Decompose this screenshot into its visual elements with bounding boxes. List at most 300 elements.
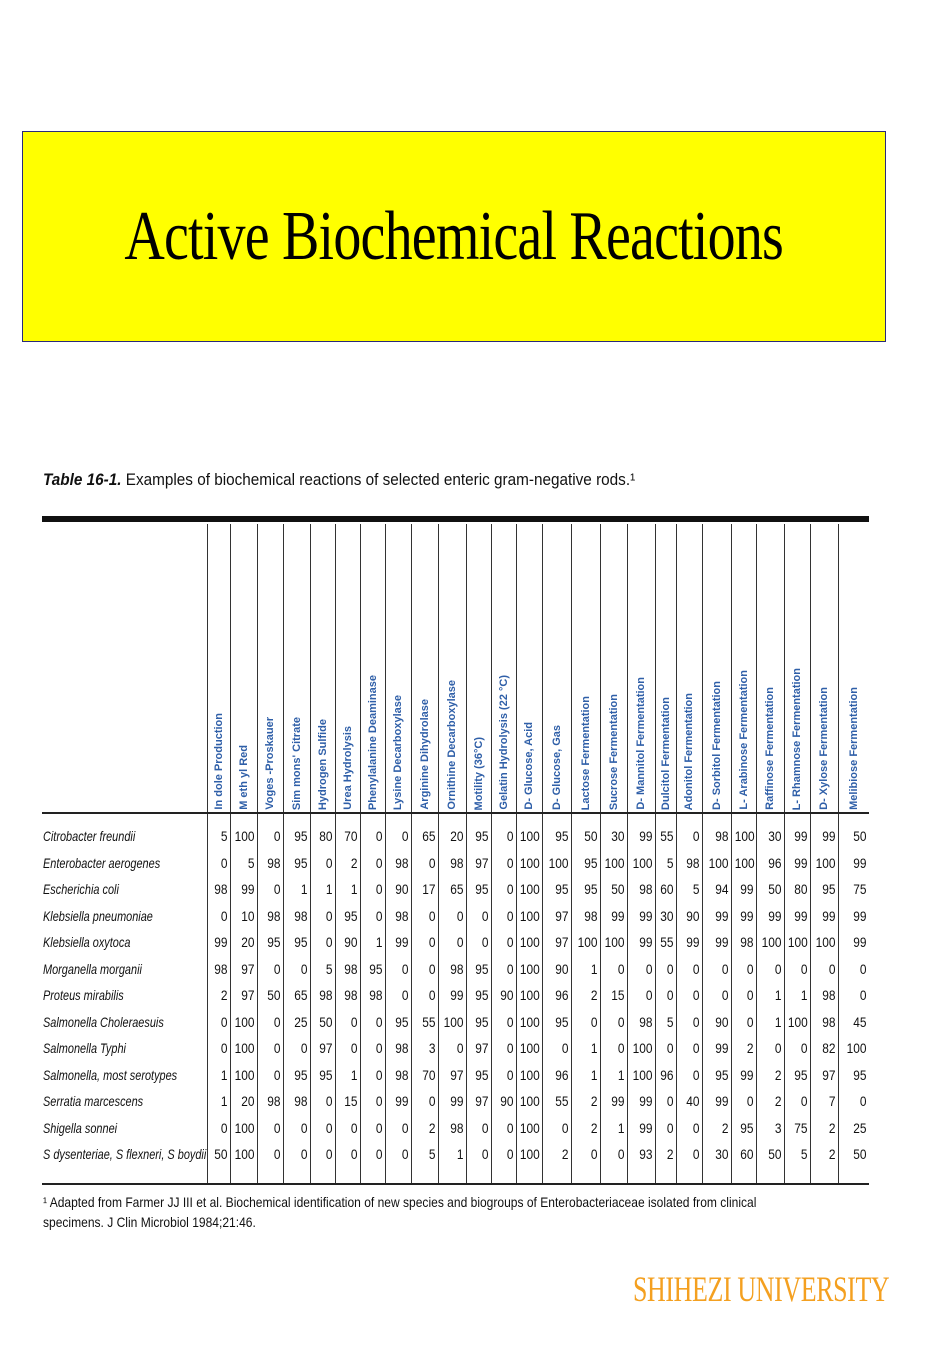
table-row	[0, 1088, 952, 1115]
table-cell: 0	[325, 1119, 333, 1136]
table-cell: 1	[375, 934, 383, 950]
table-cell: 30	[660, 907, 674, 924]
table-caption-text: Examples of biochemical reactions of selected enteric gram-negative rods.¹	[125, 470, 636, 489]
table-cell: 90	[555, 960, 569, 977]
table-cell: 0	[746, 1013, 754, 1030]
table-cell: 100	[815, 854, 836, 871]
table-cell: 99	[241, 881, 255, 897]
table-cell: 95	[344, 907, 358, 924]
column-header	[655, 522, 676, 810]
table-cell: 0	[273, 1013, 281, 1030]
table-cell: 5	[428, 1146, 436, 1162]
table-cell: 30	[768, 828, 782, 844]
table-cell: 0	[692, 960, 700, 977]
table-cell: 55	[660, 934, 674, 950]
table-cell: 100	[708, 854, 729, 871]
organism-name: Serratia marcescens	[43, 1093, 144, 1109]
table-cell: 0	[300, 1119, 308, 1136]
table-cell: 10	[241, 907, 255, 924]
table-cell: 5	[666, 854, 674, 871]
table-cell: 0	[506, 854, 514, 871]
table-cell: 7	[828, 1093, 836, 1109]
table-cell: 100	[761, 934, 782, 950]
table-cell: 0	[273, 1040, 281, 1056]
table-cell: 100	[519, 1093, 540, 1109]
table-cell: 0	[428, 854, 436, 871]
table-cell: 0	[506, 881, 514, 897]
table-cell: 96	[660, 1066, 674, 1083]
table-cell: 97	[822, 1066, 836, 1083]
column-header	[230, 522, 257, 810]
header-rule	[42, 812, 869, 814]
table-cell: 0	[666, 960, 674, 977]
table-cell: 95	[555, 881, 569, 897]
table-cell: 0	[800, 960, 808, 977]
table-cell: 99	[639, 828, 653, 844]
table-cell: 0	[859, 960, 867, 977]
table-cell: 98	[294, 907, 308, 924]
column-header-label: Voges -Proskauer	[264, 717, 276, 810]
table-cell: 93	[639, 1146, 653, 1162]
column-header	[257, 522, 283, 810]
table-cell: 0	[375, 1119, 383, 1136]
column-header	[627, 522, 655, 810]
column-header-label: D- Xylose Fermentation	[818, 687, 830, 810]
table-cell: 98	[822, 987, 836, 1003]
column-header	[283, 522, 310, 810]
table-cell: 0	[746, 1093, 754, 1109]
table-cell: 0	[375, 1093, 383, 1109]
table-cell: 0	[428, 907, 436, 924]
column-header-label: Melibiose Fermentation	[847, 687, 860, 810]
table-cell: 2	[828, 1119, 836, 1136]
table-cell: 0	[375, 1040, 383, 1056]
table-cell: 2	[774, 1066, 782, 1083]
table-cell: 1	[617, 1066, 625, 1083]
table-cell: 50	[267, 987, 281, 1003]
column-header	[810, 522, 838, 810]
table-cell: 0	[220, 1013, 228, 1030]
table-cell: 95	[475, 828, 489, 844]
table-cell: 0	[325, 854, 333, 871]
table-footnote: ¹ Adapted from Farmer JJ III et al. Biochemical identification of new species and biogroups of Enterobacteriaceae isolated from clinical specimens. J Clin Microbiol 1984;21:46.	[43, 1194, 757, 1230]
column-header-label: M eth yl Red	[237, 745, 250, 810]
table-cell: 100	[604, 934, 625, 950]
table-cell: 0	[746, 960, 754, 977]
table-cell: 99	[715, 907, 729, 924]
table-cell: 17	[422, 881, 436, 897]
organism-name: Morganella morganii	[43, 960, 142, 977]
table-cell: 100	[234, 828, 255, 844]
table-cell: 100	[787, 1013, 808, 1030]
table-cell: 30	[611, 828, 625, 844]
table-cell: 2	[590, 1093, 598, 1109]
table-cell: 20	[241, 934, 255, 950]
table-cell: 100	[234, 1013, 255, 1030]
table-cell: 95	[267, 934, 281, 950]
table-cell: 0	[481, 1119, 489, 1136]
column-header-label: D- Mannitol Fermentation	[635, 677, 647, 810]
table-cell: 99	[611, 907, 625, 924]
column-header-label: L- Rhamnose Fermentation	[791, 667, 803, 810]
table-cell: 99	[740, 881, 754, 897]
table-cell: 97	[450, 1066, 464, 1083]
table-cell: 98	[214, 881, 228, 897]
table-cell: 98	[267, 854, 281, 871]
table-cell: 0	[617, 960, 625, 977]
organism-name: Klebsiella pneumoniae	[43, 907, 153, 924]
table-cell: 2	[590, 1119, 598, 1136]
table-cell: 5	[325, 960, 333, 977]
table-cell: 0	[506, 907, 514, 924]
table-cell: 0	[273, 960, 281, 977]
table-cell: 0	[721, 987, 729, 1003]
table-cell: 98	[639, 881, 653, 897]
table-cell: 100	[604, 854, 625, 871]
table-cell: 0	[666, 1040, 674, 1056]
column-header	[385, 522, 411, 810]
table-cell: 98	[584, 907, 598, 924]
table-cell: 55	[660, 828, 674, 844]
table-cell: 5	[800, 1146, 808, 1162]
table-cell: 1	[774, 1013, 782, 1030]
organism-name: Salmonella Typhi	[43, 1040, 126, 1056]
column-header	[731, 522, 756, 810]
table-row	[0, 823, 952, 850]
table-cell: 50	[853, 1146, 867, 1162]
table-cell: 99	[686, 934, 700, 950]
table-cell: 0	[220, 1119, 228, 1136]
table-cell: 98	[395, 1040, 409, 1056]
table-cell: 95	[822, 881, 836, 897]
table-cell: 0	[859, 1093, 867, 1109]
table-cell: 99	[794, 854, 808, 871]
column-header	[466, 522, 491, 810]
table-cell: 15	[344, 1093, 358, 1109]
table-cell: 0	[401, 987, 409, 1003]
table-cell: 95	[319, 1066, 333, 1083]
table-cell: 100	[577, 934, 598, 950]
table-cell: 80	[319, 828, 333, 844]
column-header	[360, 522, 385, 810]
table-cell: 99	[639, 1119, 653, 1136]
slide-title: Active Biochemical Reactions	[124, 197, 784, 275]
table-cell: 95	[294, 934, 308, 950]
table-cell: 1	[300, 881, 308, 897]
table-cell: 98	[395, 907, 409, 924]
column-header	[207, 522, 230, 810]
table-cell: 100	[519, 987, 540, 1003]
table-cell: 100	[519, 1146, 540, 1162]
table-cell: 94	[715, 881, 729, 897]
column-header-label: Arginine Dihydrolase	[418, 699, 431, 810]
table-cell: 80	[794, 881, 808, 897]
table-cell: 97	[319, 1040, 333, 1056]
table-cell: 97	[475, 1093, 489, 1109]
column-header	[335, 522, 360, 810]
table-row	[0, 850, 952, 877]
table-cell: 50	[768, 881, 782, 897]
table-cell: 0	[325, 907, 333, 924]
table-cell: 60	[740, 1146, 754, 1162]
table-cell: 0	[350, 1013, 358, 1030]
column-header	[491, 522, 516, 810]
table-cell: 96	[555, 1066, 569, 1083]
table-cell: 95	[794, 1066, 808, 1083]
table-cell: 100	[548, 854, 569, 871]
table-cell: 99	[639, 907, 653, 924]
table-cell: 0	[506, 960, 514, 977]
table-cell: 95	[555, 1013, 569, 1030]
table-cell: 98	[267, 907, 281, 924]
table-cell: 0	[859, 987, 867, 1003]
table-cell: 95	[395, 1013, 409, 1030]
table-cell: 99	[715, 1040, 729, 1056]
table-cell: 0	[273, 1066, 281, 1083]
organism-name: Shigella sonnei	[43, 1119, 118, 1136]
table-caption	[43, 470, 635, 490]
table-cell: 30	[715, 1146, 729, 1162]
column-header-label: In dole Production	[212, 713, 225, 810]
column-header	[838, 522, 869, 810]
column-header	[756, 522, 784, 810]
table-cell: 1	[456, 1146, 464, 1162]
table-cell: 82	[822, 1040, 836, 1056]
table-cell: 90	[500, 1093, 514, 1109]
table-cell: 2	[721, 1119, 729, 1136]
table-cell: 0	[746, 987, 754, 1003]
table-cell: 99	[395, 934, 409, 950]
table-cell: 100	[519, 828, 540, 844]
table-cell: 0	[506, 1013, 514, 1030]
table-cell: 0	[401, 828, 409, 844]
table-cell: 100	[519, 907, 540, 924]
column-header	[702, 522, 731, 810]
table-cell: 0	[506, 934, 514, 950]
table-cell: 99	[715, 1093, 729, 1109]
table-cell: 0	[774, 1040, 782, 1056]
table-cell: 0	[692, 1066, 700, 1083]
table-cell: 95	[475, 987, 489, 1003]
table-cell: 0	[273, 1146, 281, 1162]
table-cell: 98	[639, 1013, 653, 1030]
table-cell: 95	[475, 960, 489, 977]
table-cell: 90	[344, 934, 358, 950]
table-cell: 1	[590, 1040, 598, 1056]
table-cell: 97	[555, 907, 569, 924]
table-cell: 0	[350, 1040, 358, 1056]
column-header-label: Urea Hydrolysis	[341, 726, 354, 810]
table-cell: 99	[639, 934, 653, 950]
table-cell: 0	[666, 987, 674, 1003]
organism-name: Salmonella Choleraesuis	[43, 1013, 164, 1030]
table-cell: 0	[692, 1040, 700, 1056]
table-cell: 1	[350, 1066, 358, 1083]
table-cell: 95	[294, 854, 308, 871]
table-cell: 2	[774, 1093, 782, 1109]
column-header-label: Sim mons' Citrate	[290, 716, 303, 810]
table-row	[0, 929, 952, 956]
table-cell: 100	[632, 1066, 653, 1083]
table-cell: 70	[344, 828, 358, 844]
table-cell: 100	[234, 1119, 255, 1136]
table-row	[0, 1009, 952, 1036]
column-header-label: Lysine Decarboxylase	[392, 694, 404, 810]
table-cell: 90	[500, 987, 514, 1003]
column-header	[310, 522, 335, 810]
table-cell: 0	[350, 1119, 358, 1136]
column-header-label: Phenylalanine Deaminase	[366, 674, 379, 810]
table-cell: 0	[428, 1093, 436, 1109]
table-cell: 95	[715, 1066, 729, 1083]
table-cell: 1	[350, 881, 358, 897]
table-cell: 15	[611, 987, 625, 1003]
table-cell: 1	[617, 1119, 625, 1136]
table-bottom-rule	[42, 1183, 869, 1185]
table-cell: 2	[590, 987, 598, 1003]
table-cell: 100	[815, 934, 836, 950]
table-cell: 1	[220, 1093, 228, 1109]
table-cell: 1	[774, 987, 782, 1003]
table-caption-label: Table 16-1.	[43, 470, 122, 489]
column-header	[571, 522, 600, 810]
table-cell: 95	[475, 1066, 489, 1083]
table-cell: 99	[768, 907, 782, 924]
table-cell: 100	[519, 1013, 540, 1030]
column-header-label: L- Arabinose Fermentation	[737, 670, 750, 810]
table-cell: 5	[692, 881, 700, 897]
table-cell: 2	[220, 987, 228, 1003]
table-cell: 50	[319, 1013, 333, 1030]
table-cell: 25	[294, 1013, 308, 1030]
table-cell: 0	[774, 960, 782, 977]
table-cell: 0	[506, 828, 514, 844]
table-cell: 0	[617, 1013, 625, 1030]
table-cell: 1	[325, 881, 333, 897]
table-cell: 98	[450, 854, 464, 871]
table-cell: 65	[422, 828, 436, 844]
table-cell: 99	[611, 1093, 625, 1109]
table-cell: 97	[241, 987, 255, 1003]
table-cell: 90	[715, 1013, 729, 1030]
table-cell: 0	[692, 1119, 700, 1136]
table-cell: 0	[325, 1146, 333, 1162]
column-header	[676, 522, 702, 810]
table-cell: 0	[273, 828, 281, 844]
table-cell: 98	[267, 1093, 281, 1109]
organism-name: Enterobacter aerogenes	[43, 854, 161, 871]
table-cell: 99	[794, 828, 808, 844]
column-header-label: Motility (36°C)	[472, 736, 485, 810]
table-cell: 1	[590, 1066, 598, 1083]
organism-name: Proteus mirabilis	[43, 987, 124, 1003]
organism-name: Escherichia coli	[43, 881, 119, 897]
table-cell: 0	[375, 1013, 383, 1030]
table-cell: 95	[369, 960, 383, 977]
table-cell: 99	[853, 934, 867, 950]
title-banner	[22, 131, 886, 342]
table-cell: 25	[853, 1119, 867, 1136]
table-cell: 98	[214, 960, 228, 977]
table-cell: 100	[787, 934, 808, 950]
table-cell: 45	[853, 1013, 867, 1030]
table-cell: 0	[692, 828, 700, 844]
table-cell: 99	[715, 934, 729, 950]
table-cell: 0	[428, 934, 436, 950]
table-cell: 0	[375, 1066, 383, 1083]
table-row	[0, 903, 952, 930]
table-cell: 75	[794, 1119, 808, 1136]
table-cell: 20	[450, 828, 464, 844]
table-cell: 99	[450, 987, 464, 1003]
table-cell: 95	[294, 828, 308, 844]
table-cell: 95	[740, 1119, 754, 1136]
table-cell: 98	[344, 960, 358, 977]
table-cell: 98	[369, 987, 383, 1003]
column-header-label: Adonitol Fermentation	[683, 692, 695, 810]
table-cell: 0	[375, 881, 383, 897]
table-cell: 98	[822, 1013, 836, 1030]
table-cell: 99	[450, 1093, 464, 1109]
table-row	[0, 956, 952, 983]
table-cell: 60	[660, 881, 674, 897]
table-cell: 5	[247, 854, 255, 871]
table-cell: 98	[715, 828, 729, 844]
table-cell: 0	[456, 1040, 464, 1056]
table-cell: 0	[506, 1066, 514, 1083]
column-header	[600, 522, 627, 810]
table-cell: 97	[475, 1040, 489, 1056]
table-cell: 100	[443, 1013, 464, 1030]
table-cell: 100	[234, 1146, 255, 1162]
column-header-label: Gelatin Hydrolysis (22 °C)	[497, 675, 510, 810]
table-cell: 0	[456, 907, 464, 924]
table-cell: 1	[220, 1066, 228, 1083]
table-cell: 0	[220, 1040, 228, 1056]
table-cell: 100	[734, 854, 755, 871]
table-cell: 0	[800, 1040, 808, 1056]
table-row	[0, 1062, 952, 1089]
table-cell: 95	[294, 1066, 308, 1083]
table-cell: 75	[853, 881, 867, 897]
table-cell: 50	[214, 1146, 228, 1162]
table-cell: 0	[401, 1119, 409, 1136]
table-cell: 0	[590, 1146, 598, 1162]
table-row	[0, 1141, 952, 1168]
table-cell: 2	[828, 1146, 836, 1162]
table-cell: 100	[519, 1119, 540, 1136]
table-cell: 0	[325, 934, 333, 950]
table-cell: 0	[645, 987, 653, 1003]
table-cell: 95	[555, 828, 569, 844]
column-header-label: Sucrose Fermentation	[607, 693, 620, 810]
column-header	[411, 522, 438, 810]
organism-name: Citrobacter freundii	[43, 828, 136, 844]
table-cell: 0	[561, 1119, 569, 1136]
table-cell: 50	[853, 828, 867, 844]
table-cell: 99	[822, 828, 836, 844]
table-cell: 98	[395, 854, 409, 871]
table-cell: 0	[300, 960, 308, 977]
table-cell: 99	[740, 907, 754, 924]
table-cell: 55	[422, 1013, 436, 1030]
table-cell: 100	[632, 854, 653, 871]
table-cell: 99	[794, 907, 808, 924]
table-cell: 99	[214, 934, 228, 950]
table-cell: 20	[241, 1093, 255, 1109]
table-cell: 2	[666, 1146, 674, 1162]
table-cell: 0	[481, 907, 489, 924]
